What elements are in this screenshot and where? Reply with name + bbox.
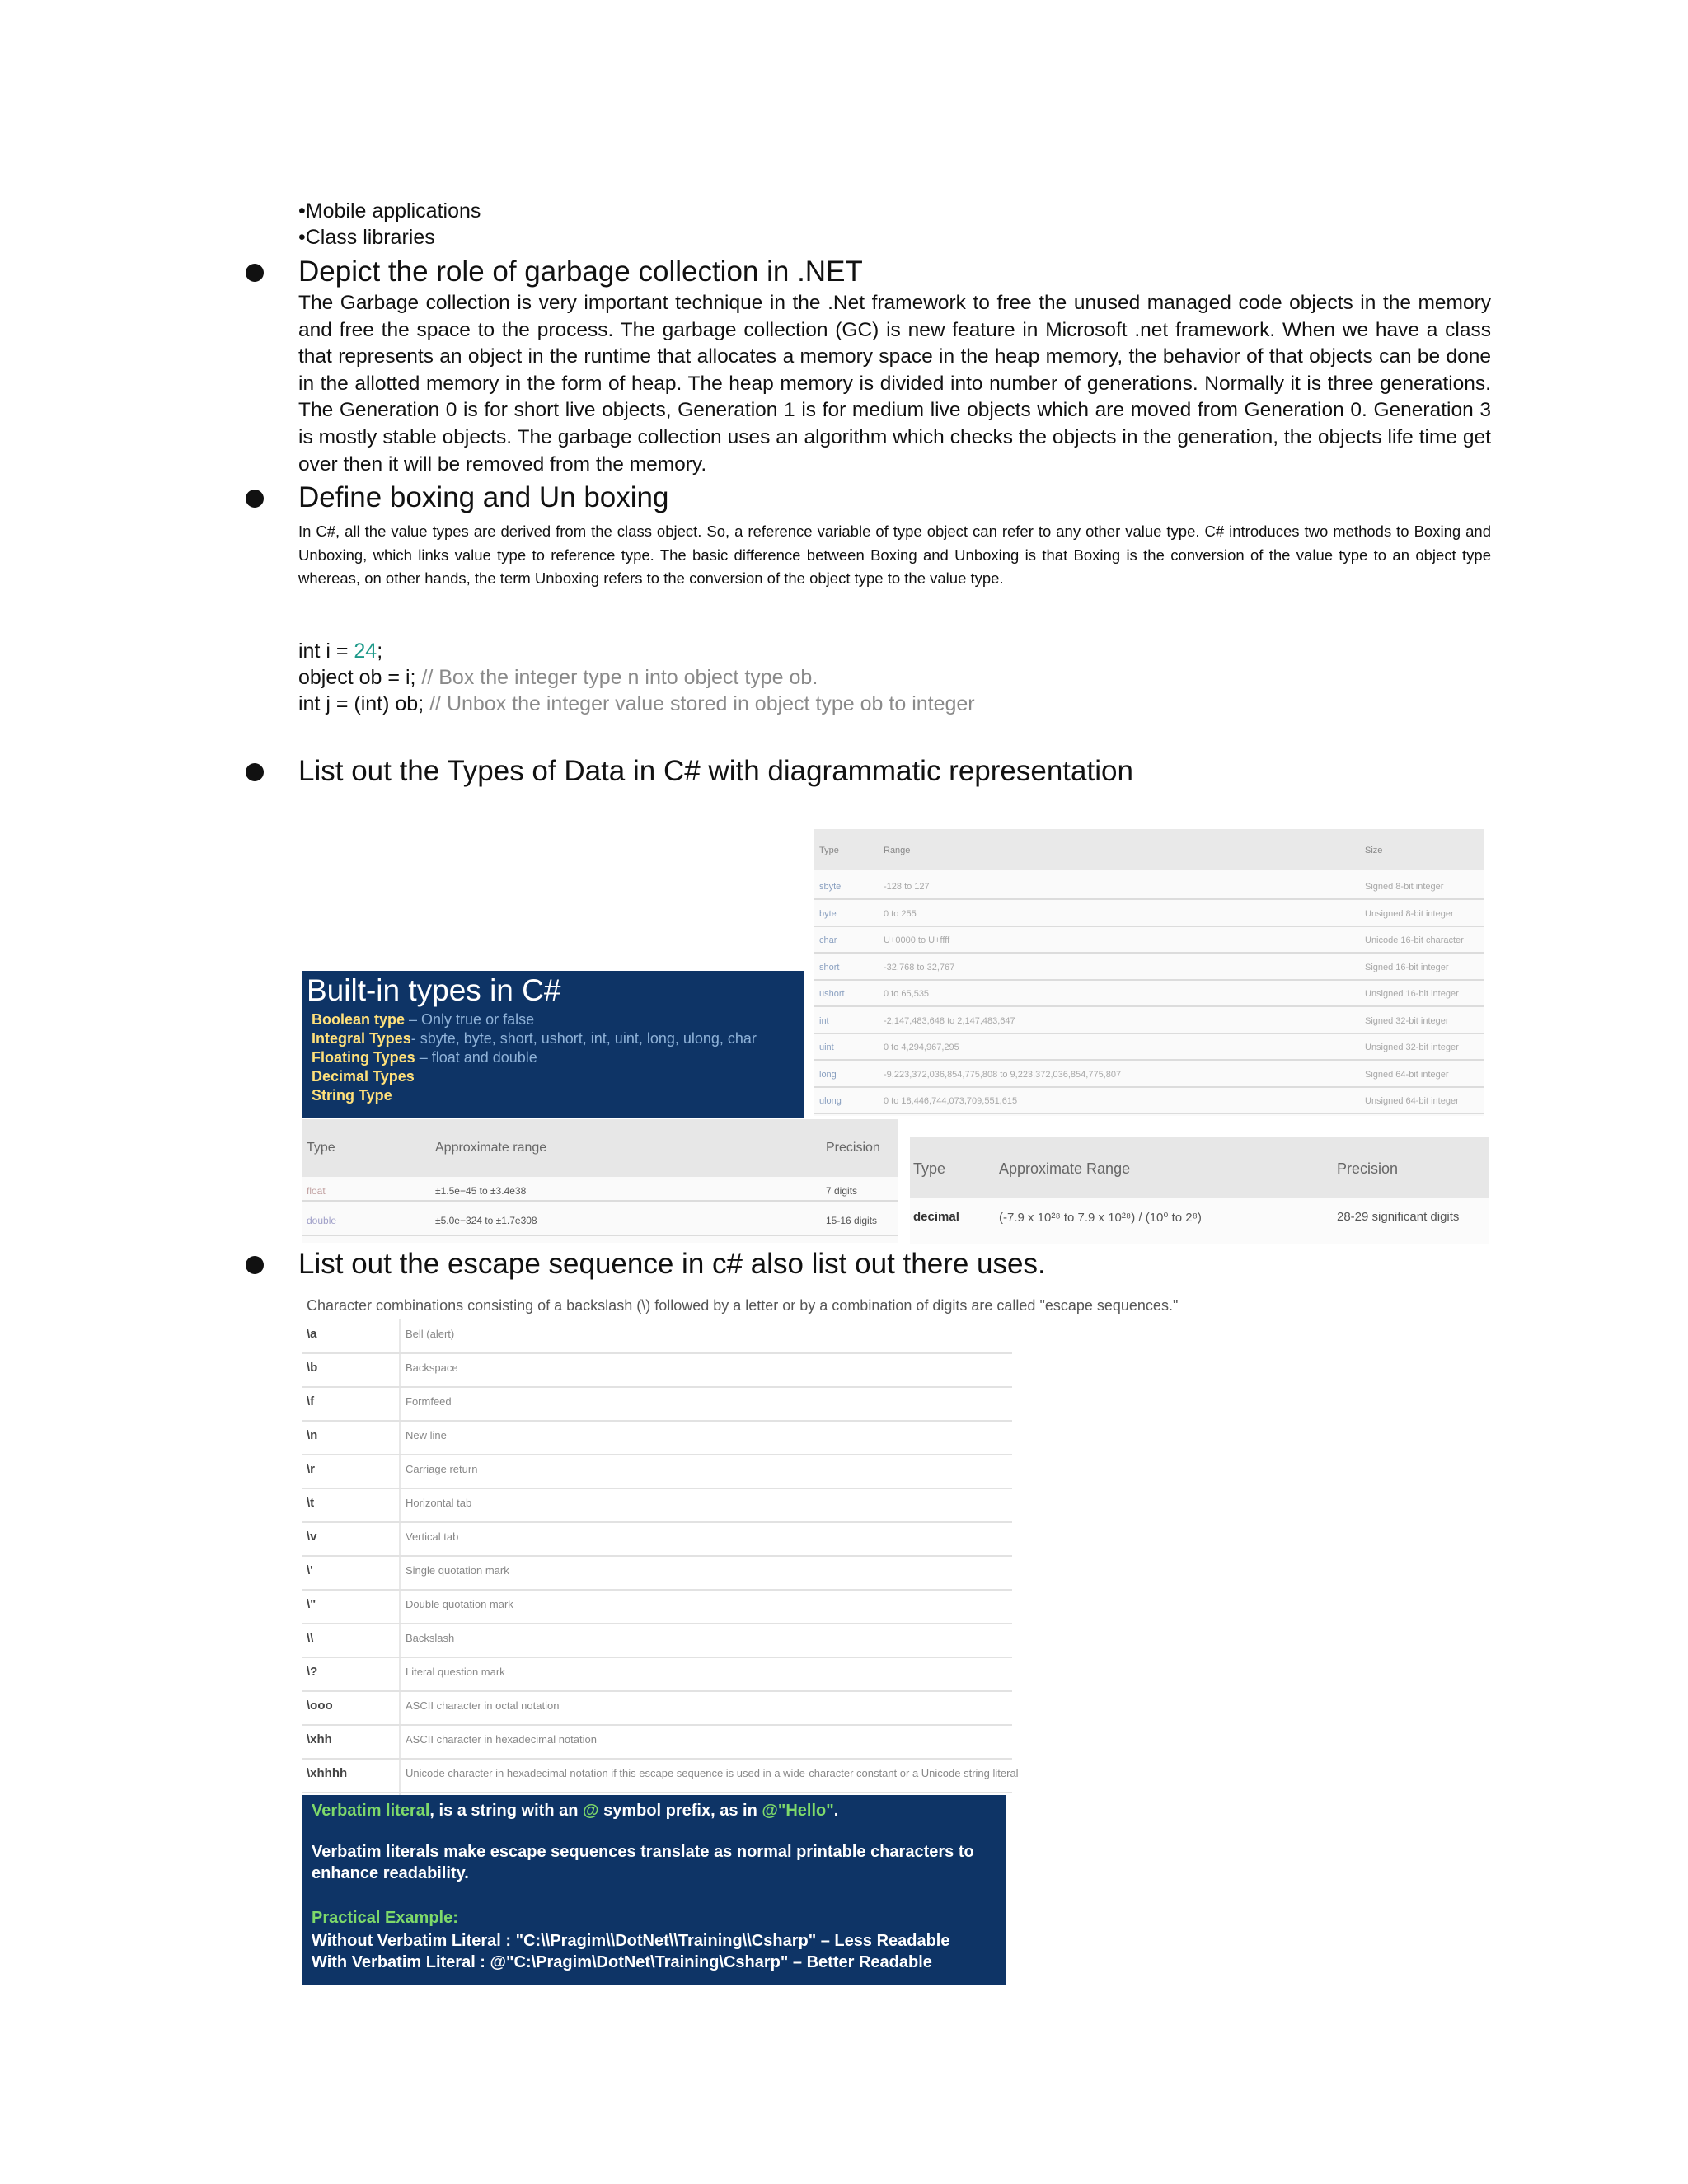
verbatim-line-2: Verbatim literals make escape sequences translate as normal printable characters to: [312, 1843, 974, 1861]
decimal-table-header: [910, 1137, 1489, 1198]
escape-sequence: \xhh: [307, 1732, 332, 1746]
float-row-range: ±1.5e−45 to ±3.4e38: [435, 1185, 527, 1197]
verbatim-line-1: Verbatim literal, is a string with an @ symbol prefix, as in @"Hello".: [312, 1802, 839, 1820]
double-row-type: double: [307, 1215, 337, 1226]
integral-cell-range: -32,768 to 32,767: [884, 962, 955, 972]
escape-sequence: \v: [307, 1530, 317, 1544]
integral-cell-range: -9,223,372,036,854,775,808 to 9,223,372,036,854,775,807: [884, 1069, 1122, 1080]
integral-cell-type: int: [819, 1015, 829, 1026]
escape-row: [302, 1521, 1012, 1557]
builtin-types-box: [302, 971, 804, 1118]
escape-row: [302, 1352, 1012, 1388]
integral-cell-size: Signed 16-bit integer: [1365, 962, 1449, 972]
escape-sequence: \b: [307, 1361, 318, 1375]
decimal-table: [910, 1137, 1489, 1244]
escape-description: New line: [406, 1429, 447, 1441]
escape-description: Single quotation mark: [406, 1564, 509, 1577]
escape-row: [302, 1555, 1012, 1591]
float-header-precision: Precision: [826, 1141, 880, 1155]
escape-description: Bell (alert): [406, 1328, 455, 1340]
escape-sequence: \\: [307, 1631, 314, 1645]
escape-row: [302, 1657, 1012, 1692]
escape-row: [302, 1623, 1012, 1658]
verbatim-line-3: enhance readability.: [312, 1864, 469, 1882]
escape-row: [302, 1386, 1012, 1422]
integral-cell-size: Signed 64-bit integer: [1365, 1069, 1449, 1080]
integral-header-type: Type: [819, 846, 839, 855]
escape-description: Horizontal tab: [406, 1497, 472, 1509]
integral-cell-type: char: [819, 935, 837, 945]
integral-cell-range: 0 to 18,446,744,073,709,551,615: [884, 1096, 1018, 1106]
escape-row: [302, 1758, 1019, 1793]
escape-sequence: \xhhhh: [307, 1766, 348, 1780]
code-line-1: int i = 24;: [298, 640, 383, 663]
integral-cell-type: long: [819, 1069, 837, 1080]
bullet-icon: [246, 763, 264, 781]
decimal-row-type: decimal: [913, 1210, 959, 1224]
datatypes-heading: List out the Types of Data in C# with diagrammatic representation: [298, 755, 1133, 787]
float-row-type: float: [307, 1185, 326, 1197]
integral-cell-range: U+0000 to U+ffff: [884, 935, 950, 945]
escape-sequence: \": [307, 1597, 316, 1611]
escape-heading: List out the escape sequence in c# also list out there uses.: [298, 1248, 1046, 1280]
escape-description: Double quotation mark: [406, 1598, 513, 1610]
integral-header-range: Range: [884, 846, 911, 855]
integral-cell-range: 0 to 4,294,967,295: [884, 1043, 959, 1052]
bullet-icon: [246, 490, 264, 508]
builtin-row: Floating Types – float and double: [312, 1049, 537, 1066]
integral-cell-type: short: [819, 962, 840, 972]
verbatim-line-5: Without Verbatim Literal : "C:\\Pragim\\DotNet\\Training\\Csharp" – Less Readable: [312, 1932, 950, 1950]
escape-description: Carriage return: [406, 1463, 478, 1475]
gc-heading: Depict the role of garbage collection in .NET: [298, 255, 863, 288]
float-header-type: Type: [307, 1141, 335, 1155]
intro-item-class-libraries: •Class libraries: [298, 226, 435, 249]
integral-cell-type: sbyte: [819, 882, 842, 892]
escape-row: [302, 1420, 1012, 1455]
escape-description: Backslash: [406, 1632, 455, 1644]
float-row-precision: 7 digits: [826, 1185, 858, 1197]
boxing-heading: Define boxing and Un boxing: [298, 481, 669, 513]
escape-caption: Character combinations consisting of a backslash (\) followed by a letter or by a combination of digits are called "escape sequences.": [307, 1297, 1179, 1314]
integral-cell-range: -128 to 127: [884, 882, 930, 892]
escape-description: Unicode character in hexadecimal notation if this escape sequence is used in a wide-character constant or a Unicode string literal: [406, 1767, 1019, 1779]
integral-cell-type: ushort: [819, 989, 845, 999]
integral-cell-size: Unsigned 8-bit integer: [1365, 908, 1454, 919]
escape-sequence: \': [307, 1563, 313, 1577]
integral-cell-size: Unsigned 16-bit integer: [1365, 989, 1459, 999]
escape-row: [302, 1724, 1012, 1760]
builtin-title: Built-in types in C#: [307, 973, 561, 1007]
integral-cell-size: Unicode 16-bit character: [1365, 935, 1464, 945]
integral-cell-range: 0 to 65,535: [884, 989, 930, 999]
integral-cell-type: byte: [819, 908, 837, 919]
escape-sequence: \f: [307, 1394, 315, 1408]
escape-description: Formfeed: [406, 1395, 452, 1408]
escape-sequence: \ooo: [307, 1699, 333, 1713]
escape-row: [302, 1690, 1012, 1726]
escape-sequence: \r: [307, 1462, 316, 1476]
escape-row: [302, 1488, 1012, 1523]
code-line-3: int j = (int) ob; // Unbox the integer value stored in object type ob to integer: [298, 692, 975, 715]
double-row-range: ±5.0e−324 to ±1.7e308: [435, 1215, 537, 1226]
double-row-precision: 15-16 digits: [826, 1215, 878, 1226]
escape-table: [302, 1319, 1019, 1795]
verbatim-literal-box: [302, 1795, 1006, 1985]
integral-cell-type: ulong: [819, 1096, 842, 1106]
escape-sequence: \?: [307, 1665, 318, 1679]
integral-cell-size: Signed 32-bit integer: [1365, 1015, 1449, 1026]
code-line-2: object ob = i; // Box the integer type n into object type ob.: [298, 666, 818, 689]
builtin-row: Decimal Types: [312, 1068, 415, 1085]
decimal-row-precision: 28-29 significant digits: [1337, 1210, 1460, 1224]
decimal-header-type: Type: [913, 1160, 946, 1177]
boxing-paragraph: In C#, all the value types are derived from the class object. So, a reference variable of type object can refer to any other value type. C# introduces two methods to Boxing and Unboxing, which links value type to reference type. The basic difference between Boxing and Unboxing is that Boxing is the conversion of the value type to an object type whereas, on other hands, the term Unboxing refers to the conversion of the object type to the value type.: [298, 523, 1491, 588]
float-header-range: Approximate range: [435, 1141, 547, 1155]
decimal-row-range: (-7.9 x 10²⁸ to 7.9 x 10²⁸) / (10⁰ to 2⁸): [999, 1211, 1202, 1225]
float-double-table: [302, 1119, 898, 1243]
escape-row: [302, 1589, 1012, 1624]
builtin-row: String Type: [312, 1087, 392, 1104]
integral-cell-range: 0 to 255: [884, 908, 917, 919]
integral-cell-range: -2,147,483,648 to 2,147,483,647: [884, 1015, 1015, 1026]
integral-table-header: [814, 829, 1484, 870]
escape-description: Literal question mark: [406, 1666, 505, 1678]
escape-description: Backspace: [406, 1361, 458, 1374]
gc-paragraph: The Garbage collection is very important technique in the .Net framework to free the unused managed code objects in the memory and free the space to the process. The garbage collection (GC) is new feature in Microsoft .net framework. When we have a class that represents an object in the runtime that allocates a memory space in the heap memory, the behavior of that objects can be done in the allotted memory in the form of heap. The heap memory is divided into number of generations. Normally it is three generations. The Generation 0 is for short live objects, Generation 1 is for medium live objects which are moved from Generation 0. Generation 3 is mostly stable objects. The garbage collection uses an algorithm which checks the objects in the generation, the objects life time get over then it will be removed from the memory.: [298, 292, 1491, 476]
verbatim-line-6: With Verbatim Literal : @"C:\Pragim\DotNet\Training\Csharp" – Better Readable: [312, 1953, 932, 1971]
integral-cell-type: uint: [819, 1043, 834, 1052]
escape-sequence: \t: [307, 1496, 315, 1510]
decimal-header-range: Approximate Range: [999, 1160, 1131, 1177]
escape-row: [302, 1319, 1012, 1354]
escape-description: Vertical tab: [406, 1530, 459, 1543]
float-table-header: [302, 1119, 898, 1177]
builtin-row: Integral Types- sbyte, byte, short, ushort, int, uint, long, ulong, char: [312, 1030, 757, 1047]
builtin-row: Boolean type – Only true or false: [312, 1011, 535, 1028]
escape-sequence: \n: [307, 1428, 318, 1442]
integral-cell-size: Signed 8-bit integer: [1365, 882, 1444, 892]
integral-header-size: Size: [1365, 846, 1383, 855]
verbatim-line-4: Practical Example:: [312, 1909, 458, 1927]
bullet-icon: [246, 1256, 264, 1274]
integral-types-table: [814, 829, 1484, 1116]
integral-cell-size: Unsigned 64-bit integer: [1365, 1096, 1459, 1106]
integral-cell-size: Unsigned 32-bit integer: [1365, 1043, 1459, 1052]
escape-description: ASCII character in octal notation: [406, 1699, 560, 1712]
bullet-icon: [246, 264, 264, 282]
escape-row: [302, 1454, 1012, 1489]
intro-item-mobile: •Mobile applications: [298, 199, 481, 223]
escape-sequence: \a: [307, 1327, 317, 1341]
escape-description: ASCII character in hexadecimal notation: [406, 1733, 597, 1746]
decimal-header-precision: Precision: [1337, 1160, 1399, 1177]
